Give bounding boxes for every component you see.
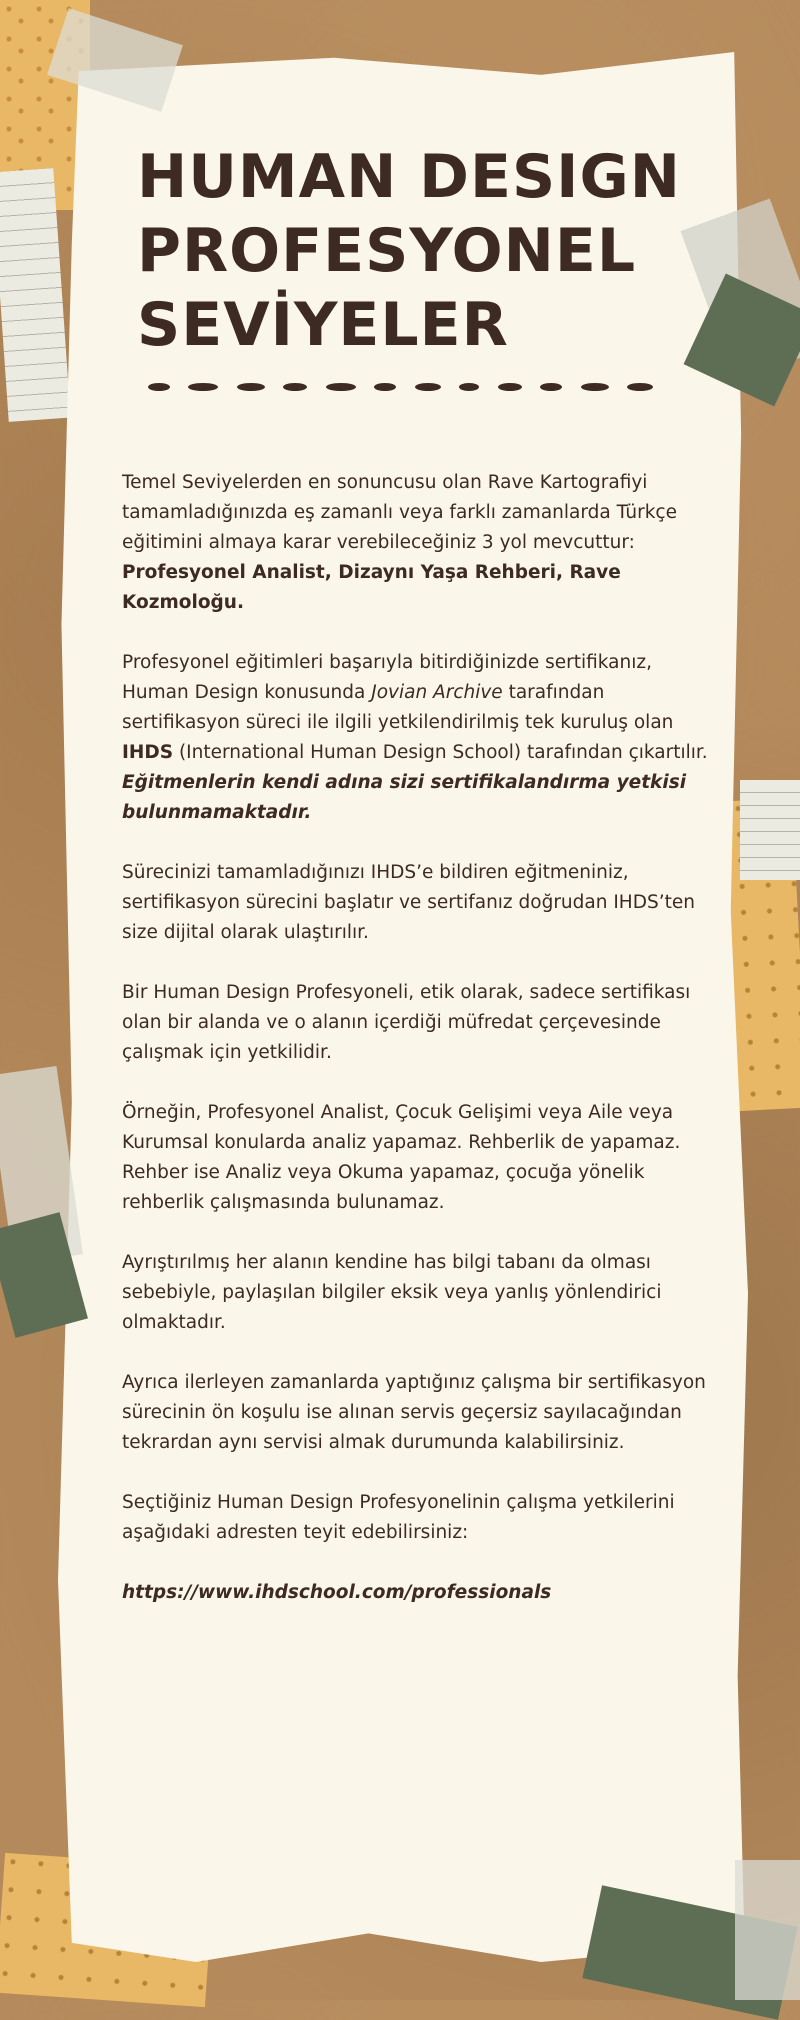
title-line: PROFESYONEL: [137, 216, 637, 286]
body-text: [122, 468, 712, 1638]
page-title: [137, 140, 697, 362]
decorative-lined-paper: [740, 780, 800, 880]
paragraph-ethics: Bir Human Design Profesyoneli, etik olarak, sadece sertifikası olan bir alanda ve o alanın içerdiği müfredat çerçevesinde çalışmak için yetkilidir.: [122, 982, 691, 1063]
paragraph-knowledge: Ayrıştırılmış her alanın kendine has bilgi tabanı da olması sebebiyle, paylaşılan bilgiler eksik veya yanlış yönlendirici olmaktadır.: [122, 1252, 662, 1333]
title-line: SEVİYELER: [137, 290, 509, 360]
paragraph-verify: Seçtiğiniz Human Design Profesyonelinin çalışma yetkilerini aşağıdaki adresten teyit edebilirsiniz:: [122, 1492, 675, 1543]
decorative-dashed-divider: [148, 378, 653, 396]
professionals-link[interactable]: https://www.ihdschool.com/professionals: [122, 1582, 552, 1603]
paragraph-example: Örneğin, Profesyonel Analist, Çocuk Gelişimi veya Aile veya Kurumsal konularda analiz yapamaz. Rehberlik de yapamaz. Rehber ise Analiz veya Okuma yapamaz, çocuğa yönelik rehberlik çalışmasında bulunamaz.: [122, 1102, 681, 1213]
warning-note: Eğitmenlerin kendi adına sizi sertifikalandırma yetkisi bulunmamaktadır.: [122, 772, 687, 823]
paragraph-intro: Temel Seviyelerden en sonuncusu olan Rave Kartografiyi tamamladığınızda eş zamanlı veya farklı zamanlarda Türkçe eğitimini almaya karar verebileceğiniz 3 yol mevcuttur: Profesyonel Analist, Dizaynı Yaşa Rehberi, Rave Kozmoloğu.: [122, 472, 677, 613]
professional-paths: Profesyonel Analist, Dizaynı Yaşa Rehberi, Rave Kozmoloğu.: [122, 562, 621, 613]
paragraph-prerequisite: Ayrıca ilerleyen zamanlarda yaptığınız çalışma bir sertifikasyon sürecinin ön koşulu ise alınan servis geçersiz sayılacağından tekrardan aynı servisi almak durumunda kalabilirsiniz.: [122, 1372, 706, 1453]
title-line: HUMAN DESIGN: [137, 142, 681, 212]
paragraph-certification: Profesyonel eğitimleri başarıyla bitirdiğinizde sertifikanız, Human Design konusunda Jovian Archive tarafından sertifikasyon süreci ile ilgili yetkilendirilmiş tek kuruluş olan IHDS (International Human Design School) tarafından çıkartılır. Eğitmenlerin kendi adına sizi sertifikalandırma yetkisi bulunmamaktadır.: [122, 652, 708, 823]
paragraph-process: Sürecinizi tamamladığınızı IHDS’e bildiren eğitmeniniz, sertifikasyon sürecini başlatır ve sertifanız doğrudan IHDS’ten size dijital olarak ulaştırılır.: [122, 862, 695, 943]
decorative-tape: [735, 1860, 800, 2000]
